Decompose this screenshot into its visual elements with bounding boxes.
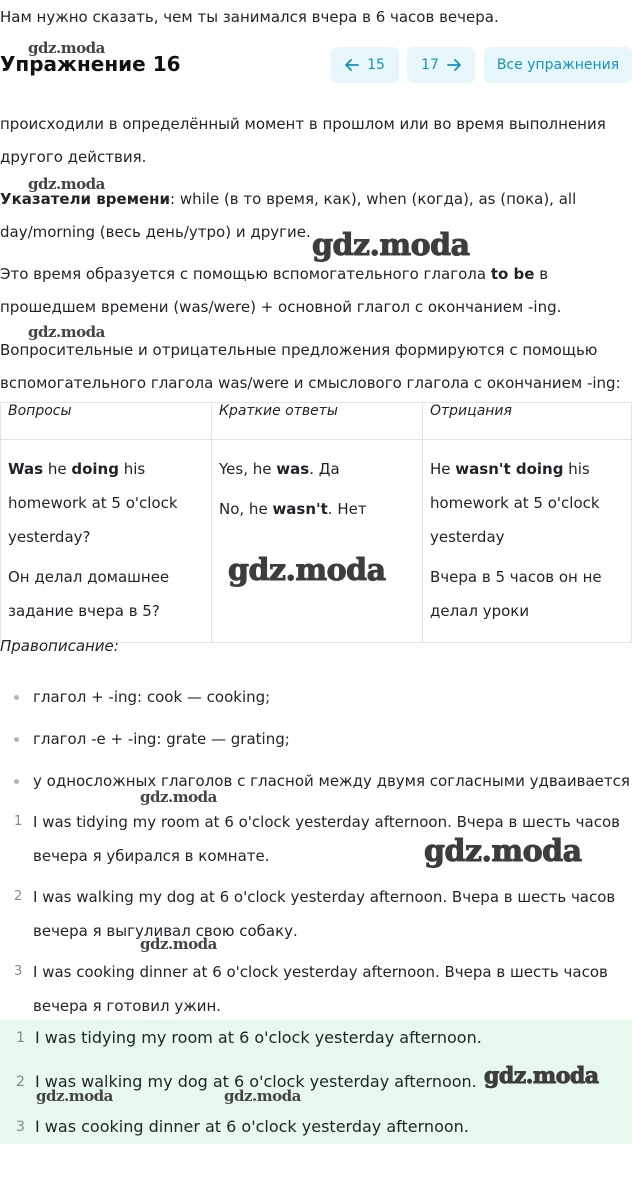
table-header: Вопросы <box>1 403 212 440</box>
watermark: gdz.moda <box>224 1087 301 1105</box>
time-markers-paragraph <box>0 183 632 249</box>
answer-text: I was tidying my room at 6 o'clock yesterday afternoon. Вчера в шесть часов вечера я убирался в комнате. <box>33 813 620 865</box>
bullet-icon <box>14 737 19 742</box>
list-item <box>0 955 632 1023</box>
negation-example <box>430 452 624 554</box>
list-item-text: глагол + -ing: cook — cooking; <box>33 688 271 706</box>
list-item <box>0 1067 632 1097</box>
formation-text-pre: Это время образуется с помощью вспомогательного глагола <box>0 265 491 283</box>
table-row <box>1 440 632 643</box>
list-item <box>0 880 632 948</box>
table-cell-short-answers <box>212 440 423 643</box>
item-number: 3 <box>14 964 23 979</box>
item-number: 1 <box>16 1030 25 1046</box>
time-markers-text: : while (в то время, как), when (когда), as (пока), all day/morning (весь день/утро) и другие. <box>0 190 577 241</box>
text-fragment: his homework at 5 o'clock yesterday <box>430 460 600 546</box>
bullet-icon <box>14 779 19 784</box>
list-item <box>0 680 632 722</box>
final-answer-text: I was walking my dog at 6 o'clock yesterday afternoon. <box>35 1072 477 1091</box>
bold-word: doing <box>71 460 119 478</box>
text-fragment: . Да <box>309 460 340 478</box>
text-fragment: . Нет <box>327 500 367 518</box>
answers-list <box>0 805 632 1030</box>
table-cell-negation <box>423 440 632 643</box>
list-item-text: у односложных глаголов с гласной между двумя согласными удваивается <box>33 772 630 790</box>
watermark: gdz.moda <box>140 935 217 953</box>
spelling-list <box>0 680 632 806</box>
watermark: gdz.moda <box>28 175 105 193</box>
formation-paragraph <box>0 258 632 324</box>
intro-text: Нам нужно сказать, чем ты занимался вчера в 6 часов вечера. <box>0 8 499 26</box>
watermark: gdz.moda <box>312 228 470 263</box>
table-header: Краткие ответы <box>212 403 423 440</box>
watermark: gdz.moda <box>140 788 217 806</box>
text-fragment: He <box>430 460 456 478</box>
all-exercises-button[interactable] <box>484 47 632 83</box>
list-item <box>0 805 632 873</box>
bold-word: was <box>276 460 310 478</box>
watermark: gdz.moda <box>228 553 386 588</box>
table-header-row <box>1 403 632 440</box>
item-number: 2 <box>14 889 23 904</box>
time-markers-label: Указатели времени <box>0 190 171 208</box>
next-exercise-button[interactable] <box>407 47 475 83</box>
bullet-icon <box>14 695 19 700</box>
question-example <box>8 452 204 554</box>
bold-word: wasn't doing <box>455 460 564 478</box>
bold-word: Was <box>8 460 44 478</box>
watermark: gdz.moda <box>36 1087 113 1105</box>
exercise-header <box>0 40 632 100</box>
final-answer-text: I was tidying my room at 6 o'clock yesterday afternoon. <box>35 1028 482 1047</box>
formation-text-post: в прошедшем времени (was/were) + основной глагол с окончанием -ing. <box>0 265 562 316</box>
item-number: 3 <box>16 1119 25 1135</box>
list-item-text: глагол -e + -ing: grate — grating; <box>33 730 290 748</box>
table-cell-question <box>1 440 212 643</box>
grammar-table <box>0 402 632 643</box>
answer-text: I was cooking dinner at 6 o'clock yesterday afternoon. Вчера в шесть часов вечера я готовил ужин. <box>33 963 608 1015</box>
final-answer-text: I was cooking dinner at 6 o'clock yesterday afternoon. <box>35 1117 469 1136</box>
item-number: 2 <box>16 1074 25 1090</box>
theory-paragraph: происходили в определённый момент в прошлом или во время выполнения другого действия. <box>0 115 606 166</box>
text-fragment: No, he <box>219 500 273 518</box>
list-item <box>0 722 632 764</box>
prev-exercise-button[interactable] <box>331 47 399 83</box>
all-exercises-label: Все упражнения <box>496 57 620 73</box>
text-fragment: he <box>43 460 72 478</box>
negation-translation: Вчера в 5 часов он не делал уроки <box>430 568 602 620</box>
watermark: gdz.moda <box>28 39 105 57</box>
arrow-right-icon <box>447 59 461 71</box>
question-translation: Он делал домашнее задание вчера в 5? <box>8 568 170 620</box>
table-header: Отрицания <box>423 403 632 440</box>
short-answer-no <box>219 492 415 526</box>
arrow-left-icon <box>345 59 359 71</box>
exercise-title: Упражнение 16 <box>0 52 181 76</box>
answer-text: I was walking my dog at 6 o'clock yesterday afternoon. Вчера в шесть часов вечера я выгуливал свою собаку. <box>33 888 616 940</box>
text-fragment: Yes, he <box>219 460 277 478</box>
questions-paragraph: Вопросительные и отрицательные предложения формируются с помощью вспомогательного глагола was/were и смыслового глагола с окончанием -ing: <box>0 341 621 392</box>
text-fragment: his homework at 5 o'clock yesterday? <box>8 460 178 546</box>
spelling-title: Правописание: <box>0 637 119 655</box>
next-exercise-label: 17 <box>421 57 439 73</box>
list-item <box>0 1112 632 1142</box>
watermark: gdz.moda <box>424 834 582 869</box>
watermark: gdz.moda <box>484 1063 599 1089</box>
item-number: 1 <box>14 814 23 829</box>
bold-word: wasn't <box>272 500 328 518</box>
prev-exercise-label: 15 <box>367 57 385 73</box>
final-answers-block <box>0 1020 632 1144</box>
list-item <box>0 764 632 806</box>
list-item <box>0 1023 632 1053</box>
watermark: gdz.moda <box>28 323 105 341</box>
formation-text-bold: to be <box>490 265 535 283</box>
short-answer-yes <box>219 452 415 486</box>
